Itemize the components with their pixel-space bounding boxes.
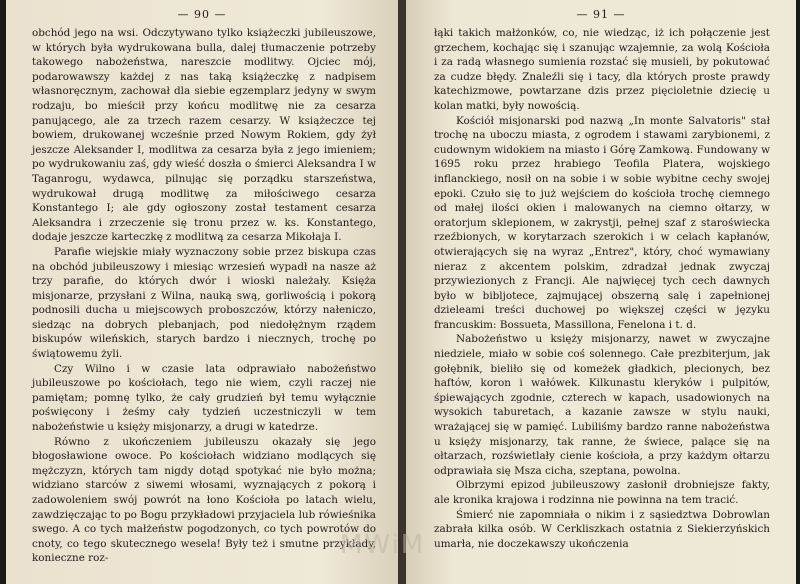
- paragraph: Czy Wilno i w czasie lata odprawiało nabożeństwo jubileuszowe po kościołach, tego nie wiem, czyli raczej nie pamiętam; pomnę tylko, że cały grudzień był temu wyłącznie poświęcony i żeśmy cały tydzień uczestniczyli w tem nabożeństwie u księży misjonarzy, a drugi w katedrze.: [32, 362, 376, 434]
- paragraph: Olbrzymi epizod jubileuszowy zasłonił drobniejsze fakty, ale kronika krajowa i rodzinna nie powinna na tem tracić.: [434, 479, 770, 506]
- paragraph: Parafie wiejskie miały wyznaczony sobie przez biskupa czas na obchód jubileuszowy i miesiąc wrzesień wypadł na nasze aż trzy parafie, do których dwór i wioski należały. Księża misjonarze, przysłani z Wilna, nauką swą, gorliwością i pokorą podnosili ducha u miejscowych proboszczów, którzy nałeniczo, siedząc na dobrych plebanjach, pod niedołężnym rządem biskupów wileńskich, starych bardzo i niecznych, trochę po świątowemu żyli.: [32, 245, 376, 361]
- paragraph: łąki takich małżonków, co, nie wiedząc, iż ich połączenie jest grzechem, kochając się i szanując wzajemnie, za wolą Kościoła i za radą własnego sumienia rozstać się musieli, by pokutować za cudze błędy. Znaleźli się i tacy, dla których proste prawdy katechizmowe, powtarzane dzis przez pięcioletnie dziecię u kolan matki, były nowością.: [434, 27, 770, 112]
- right-page-number: — 91 —: [576, 8, 626, 21]
- book-gutter: [398, 0, 406, 584]
- left-page-text: [32, 26, 376, 566]
- right-page: [406, 0, 796, 584]
- paragraph: obchód jego na wsi. Odczytywano tylko książeczki jubileuszowe, w których była wydrukowana bulla, dalej tłumaczenie potrzeby takowego nabożeństwa, nareszcie modlitwy. Ojciec mój, podarowawszy każdej z nas taką książeczkę z nadpisem własnoręcznym, zachował dla siebie egzemplarz jedyny w swym rodzaju, bo mieścił przy końcu modlitwę nie za cesarza panującego, ale za trzech razem cesarzy. W książeczce tej bowiem, drukowanej wcześnie przed Nowym Rokiem, gdy żył jeszcze Aleksander I, modlitwa za cesarza była z jego imieniem; po wydrukowaniu zaś, gdy wieść doszła o śmierci Aleksandra I w Taganrogu, wydawca, pilnując się porządku starszeństwa, wydrukował drugą modlitwę za miłościwego cesarza Konstantego I; ale gdy ogłoszony został testament cesarza Aleksandra i zrzeczenie się tronu przez w. ks. Konstantego, dodaje jeszcze karteczkę z modlitwą za cesarza Mikołaja I.: [32, 27, 376, 244]
- left-page: [6, 0, 398, 584]
- right-page-text: [434, 26, 770, 551]
- paragraph: Śmierć nie zapomniała o nikim i z sąsiedztwa Dobrowlan zabrała kilka osób. W Cerkliszkach ostatnia z Siekierzyńskich umarła, nie doczekawszy ukończenia: [434, 508, 770, 550]
- paragraph: Równo z ukończeniem jubileuszu okazały się jego błogosławione owoce. Po kościołach widziano modlących się mężczyzn, których tam nigdy dotąd spotykać nie było można; widziano starców z siwemi włosami, wyznających z pokorą i zadowoleniem swój powrót na łono Kościoła po latach wielu, zawdzięczając to po Bogu przykładowi przyjaciela lub rówieśnika swego. A co tych małżeństw pogodzonych, co tych powrotów do cnoty, co tego skutecznego wesela! Były też i smutne przykłady, konieczne roz-: [32, 435, 376, 565]
- watermark: MWiM: [340, 530, 426, 560]
- paragraph: Kościół misjonarski pod nazwą „In monte Salvatoris" stał trochę na uboczu miasta, z ogrodem i stawami zarybionemi, z cudownym widokiem na miasto i Górę Zamkową. Fundowany w 1695 roku przez hrabiego Teofila Platera, wojskiego inflanckiego, nosił on na sobie i w sobie wybitne cechy swojej epoki. Czuło się to już wejściem do kościoła trochę ciemnego od małej ilości okien i malowanych na ciemno ołtarzy, w oratorjum sklepionem, w zakrystji, pełnej szaf z staroświecka rzeźbionych, w korytarzach szerokich i w celach kapłanów, otwierających się na wyraz „Entrez", który, choć wymawiany nieraz z akcentem polskim, zdradzał jednak zwyczaj przywiezionych z Francji. Ale najwięcej tych cech dawnych było w bibljotece, zajmującej obszerną salę i zapełnionej dzieleami treści duchowej po większej części w języku francuskim: Bossueta, Massillona, Fenelona i t. d.: [434, 114, 770, 331]
- left-page-number: — 90 —: [177, 8, 227, 21]
- paragraph: Nabożeństwo u księży misjonarzy, nawet w zwyczajne niedziele, miało w sobie coś solennego. Całe prezbiterjum, jak gołębnik, bieliło się od komeżek gładkich, plecionych, bez haftów, koron i wałówek. Kilkunastu kleryków i pulpitów, śpiewających zgodnie, czterech w kapach, usadowionych na wysokich taburetach, a kazanie zawsze w stylu nauki, wrażającej się w pamięć. Lubiliśmy bardzo ranne nabożeństwa u księży misjonarzy, tak ranne, że świece, palące się na ołtarzach, rozświetlały cienie kościoła, a przy każdym ołtarzu odprawiała się Msza cicha, szeptana, powolna.: [434, 333, 770, 477]
